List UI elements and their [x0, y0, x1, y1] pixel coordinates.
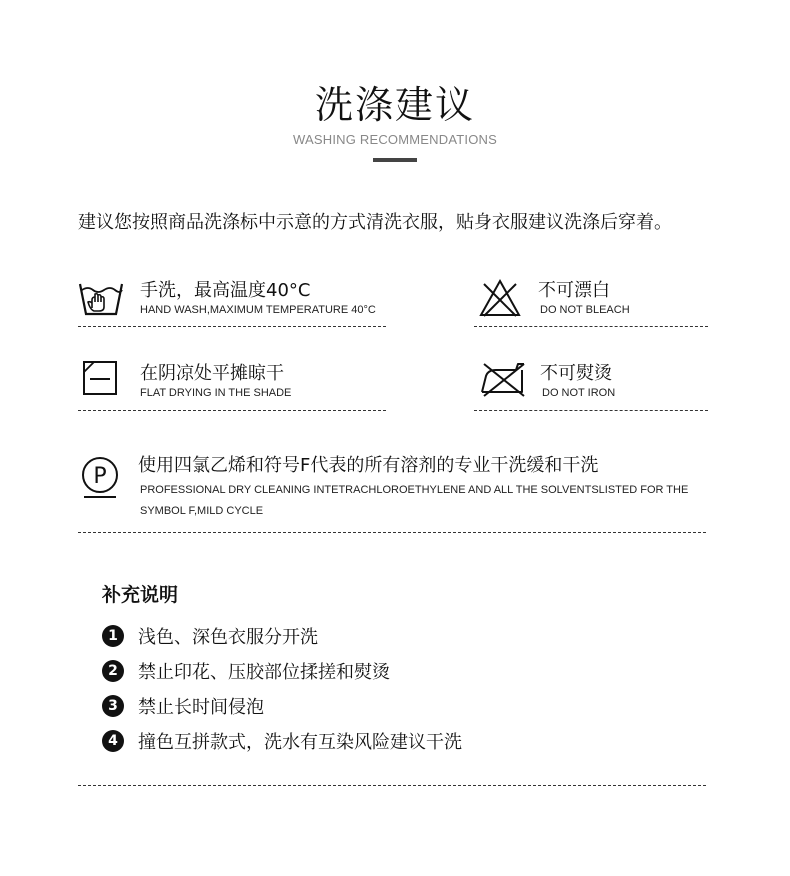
- no-bleach-cn: 不可漂白: [538, 280, 610, 301]
- divider: [474, 326, 708, 327]
- number-badge: 2: [102, 660, 124, 682]
- list-item-text: 禁止印花、压胶部位揉搓和熨烫: [138, 662, 390, 683]
- intro-text: 建议您按照商品洗涤标中示意的方式清洗衣服，贴身衣服建议洗涤后穿着。: [78, 212, 672, 233]
- no-iron-icon: [478, 360, 528, 398]
- no-iron-en: DO NOT IRON: [542, 387, 616, 399]
- dry-clean-p-icon: [80, 455, 120, 499]
- no-bleach-en: DO NOT BLEACH: [540, 304, 630, 316]
- divider: [78, 410, 386, 411]
- no-bleach-icon: [478, 278, 522, 318]
- svg-text:P: P: [93, 464, 107, 489]
- list-item-text: 浅色、深色衣服分开洗: [138, 627, 318, 648]
- list-item: [102, 694, 264, 718]
- no-iron-cn: 不可熨烫: [540, 363, 612, 384]
- hand-wash-cn: 手洗，最高温度40°C: [140, 280, 311, 301]
- list-item-text: 禁止长时间侵泡: [138, 697, 264, 718]
- flat-dry-en: FLAT DRYING IN THE SHADE: [140, 387, 292, 399]
- flat-dry-cn: 在阴凉处平摊晾干: [140, 363, 284, 384]
- list-item: [102, 659, 390, 683]
- number-badge: 1: [102, 625, 124, 647]
- number-badge: 4: [102, 730, 124, 752]
- divider: [474, 410, 708, 411]
- divider: [78, 785, 706, 786]
- hand-wash-icon: [78, 280, 124, 318]
- flat-dry-shade-icon: [82, 360, 120, 396]
- number-badge: 3: [102, 695, 124, 717]
- dry-clean-en: PROFESSIONAL DRY CLEANING INTETRACHLOROETHYLENE AND ALL THE SOLVENTSLISTED FOR THE SYMBOL F,MILD CYCLE: [140, 484, 689, 517]
- list-item: [102, 729, 462, 753]
- hand-wash-en: HAND WASH,MAXIMUM TEMPERATURE 40°C: [140, 304, 376, 316]
- page-subtitle: WASHING RECOMMENDATIONS: [293, 132, 497, 147]
- supplement-title: 补充说明: [102, 584, 179, 606]
- list-item: [102, 624, 318, 648]
- dry-clean-cn: 使用四氯乙烯和符号F代表的所有溶剂的专业干洗缓和干洗: [138, 455, 599, 476]
- divider: [78, 326, 386, 327]
- title-divider: [373, 158, 417, 162]
- list-item-text: 撞色互拼款式，洗水有互染风险建议干洗: [138, 732, 462, 753]
- page-title: 洗涤建议: [314, 83, 475, 127]
- divider: [78, 532, 706, 533]
